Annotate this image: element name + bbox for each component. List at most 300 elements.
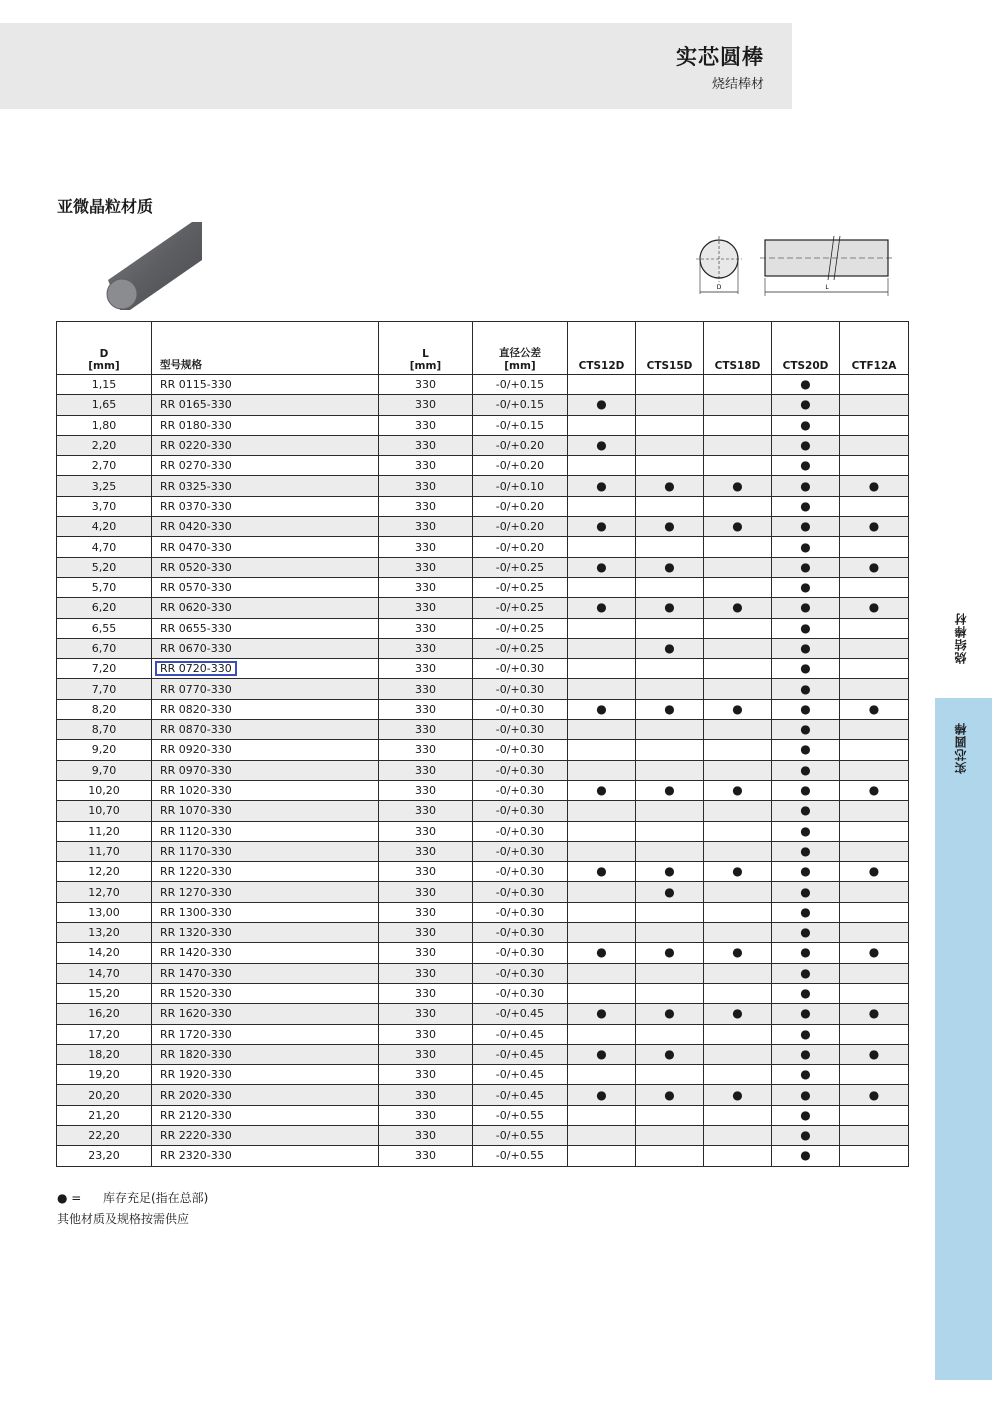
cell-model bbox=[152, 720, 379, 740]
cell-availability bbox=[772, 476, 840, 496]
stock-dot-icon: ● bbox=[596, 559, 607, 574]
table-row bbox=[57, 557, 909, 577]
cell-availability bbox=[704, 699, 772, 719]
cell-availability bbox=[636, 435, 704, 455]
cell-diameter: 2,20 bbox=[57, 435, 152, 455]
cell-availability bbox=[568, 1004, 636, 1024]
cell-model bbox=[152, 963, 379, 983]
cell-availability bbox=[840, 375, 909, 395]
cell-length: 330 bbox=[379, 415, 473, 435]
cell-model bbox=[152, 476, 379, 496]
table-row bbox=[57, 760, 909, 780]
cell-availability bbox=[704, 415, 772, 435]
stock-dot-icon: ● bbox=[664, 945, 675, 960]
model-code: RR 0620-330 bbox=[160, 601, 232, 615]
stock-dot-icon: ● bbox=[868, 559, 880, 574]
cell-length: 330 bbox=[379, 1146, 473, 1166]
cell-availability bbox=[704, 679, 772, 699]
stock-dot-icon: ● bbox=[800, 722, 811, 737]
cell-availability bbox=[772, 598, 840, 618]
stock-dot-icon: ● bbox=[800, 377, 811, 392]
stock-dot-icon: ● bbox=[664, 701, 675, 716]
table-row bbox=[57, 740, 909, 760]
table-row bbox=[57, 780, 909, 800]
cell-model bbox=[152, 943, 379, 963]
table-header-row bbox=[57, 322, 909, 375]
cell-availability bbox=[636, 1004, 704, 1024]
cell-availability bbox=[704, 557, 772, 577]
cell-model bbox=[152, 435, 379, 455]
cell-availability bbox=[772, 923, 840, 943]
stock-dot-icon: ● bbox=[664, 864, 675, 879]
stock-dot-icon: ● bbox=[596, 478, 607, 493]
cell-diameter: 22,20 bbox=[57, 1125, 152, 1145]
cell-availability bbox=[840, 476, 909, 496]
cell-availability bbox=[840, 456, 909, 476]
cell-diameter: 8,70 bbox=[57, 720, 152, 740]
stock-dot-icon: ● bbox=[800, 1067, 811, 1082]
cell-diameter: 6,55 bbox=[57, 618, 152, 638]
cell-availability bbox=[636, 963, 704, 983]
cell-availability bbox=[840, 841, 909, 861]
stock-dot-icon: ● bbox=[664, 783, 675, 798]
cell-diameter: 6,20 bbox=[57, 598, 152, 618]
stock-dot-icon: ● bbox=[596, 519, 607, 534]
cell-length: 330 bbox=[379, 821, 473, 841]
cell-availability bbox=[704, 821, 772, 841]
cell-diameter: 7,20 bbox=[57, 659, 152, 679]
cell-availability bbox=[704, 395, 772, 415]
stock-dot-icon: ● bbox=[596, 701, 607, 716]
cell-availability bbox=[704, 375, 772, 395]
cell-length: 330 bbox=[379, 882, 473, 902]
cell-tolerance: -0/+0.15 bbox=[473, 375, 568, 395]
cell-availability bbox=[636, 862, 704, 882]
cell-availability bbox=[636, 780, 704, 800]
cell-availability bbox=[568, 882, 636, 902]
cell-availability bbox=[704, 476, 772, 496]
stock-dot-icon: ● bbox=[800, 519, 811, 534]
stock-dot-icon: ● bbox=[868, 783, 880, 798]
cell-length: 330 bbox=[379, 517, 473, 537]
cell-length: 330 bbox=[379, 659, 473, 679]
stock-dot-icon: ● bbox=[732, 701, 743, 716]
cell-availability bbox=[636, 699, 704, 719]
cell-availability bbox=[568, 1065, 636, 1085]
cell-availability bbox=[840, 923, 909, 943]
stock-dot-icon: ● bbox=[800, 620, 811, 635]
cell-availability bbox=[772, 740, 840, 760]
cell-availability bbox=[840, 699, 909, 719]
cell-availability bbox=[772, 760, 840, 780]
cell-tolerance: -0/+0.30 bbox=[473, 740, 568, 760]
cell-diameter: 9,20 bbox=[57, 740, 152, 760]
cell-length: 330 bbox=[379, 801, 473, 821]
cell-availability bbox=[772, 435, 840, 455]
cell-availability bbox=[772, 1146, 840, 1166]
cell-availability bbox=[568, 1105, 636, 1125]
stock-dot-icon: ● bbox=[596, 397, 607, 412]
cell-availability bbox=[568, 375, 636, 395]
cell-diameter: 15,20 bbox=[57, 983, 152, 1003]
stock-dot-icon: ● bbox=[868, 1087, 880, 1102]
cell-availability bbox=[840, 557, 909, 577]
cell-availability bbox=[568, 1125, 636, 1145]
table-row bbox=[57, 699, 909, 719]
cell-diameter: 20,20 bbox=[57, 1085, 152, 1105]
cell-diameter: 19,20 bbox=[57, 1065, 152, 1085]
cell-availability bbox=[840, 679, 909, 699]
table-row bbox=[57, 659, 909, 679]
cell-model bbox=[152, 801, 379, 821]
model-code: RR 0270-330 bbox=[160, 459, 232, 473]
cell-length: 330 bbox=[379, 963, 473, 983]
cell-availability bbox=[636, 943, 704, 963]
cell-availability bbox=[704, 1085, 772, 1105]
cell-availability bbox=[636, 496, 704, 516]
side-tab-sintered-rods[interactable]: 烧结棒材 bbox=[954, 612, 968, 664]
cell-model bbox=[152, 1105, 379, 1125]
cell-availability bbox=[772, 496, 840, 516]
cell-availability bbox=[840, 598, 909, 618]
cell-diameter: 2,70 bbox=[57, 456, 152, 476]
cell-availability bbox=[772, 456, 840, 476]
cell-availability bbox=[636, 375, 704, 395]
cell-availability bbox=[568, 780, 636, 800]
cell-availability bbox=[772, 882, 840, 902]
cell-availability bbox=[636, 679, 704, 699]
cell-availability bbox=[636, 720, 704, 740]
cell-availability bbox=[704, 943, 772, 963]
legend-note: 其他材质及规格按需供应 bbox=[57, 1212, 190, 1226]
model-code: RR 1300-330 bbox=[160, 905, 232, 919]
cell-availability bbox=[704, 902, 772, 922]
cell-model bbox=[152, 760, 379, 780]
side-tab-solid-rods[interactable]: 实芯圆棒 bbox=[954, 722, 968, 774]
cell-model bbox=[152, 415, 379, 435]
cell-model bbox=[152, 618, 379, 638]
cell-availability bbox=[704, 638, 772, 658]
model-code: RR 0820-330 bbox=[160, 702, 232, 716]
model-code: RR 2120-330 bbox=[160, 1108, 232, 1122]
cell-length: 330 bbox=[379, 841, 473, 861]
cell-tolerance: -0/+0.30 bbox=[473, 679, 568, 699]
stock-dot-icon: ● bbox=[800, 783, 811, 798]
stock-dot-icon: ● bbox=[732, 1087, 743, 1102]
model-code: RR 1520-330 bbox=[160, 987, 232, 1001]
cell-diameter: 23,20 bbox=[57, 1146, 152, 1166]
table-row bbox=[57, 841, 909, 861]
cell-length: 330 bbox=[379, 1004, 473, 1024]
cell-length: 330 bbox=[379, 1065, 473, 1085]
model-code: RR 1470-330 bbox=[160, 966, 232, 980]
cell-availability bbox=[840, 577, 909, 597]
cell-length: 330 bbox=[379, 983, 473, 1003]
cell-availability bbox=[636, 923, 704, 943]
cell-tolerance: -0/+0.25 bbox=[473, 577, 568, 597]
cell-availability bbox=[704, 1146, 772, 1166]
model-code: RR 0970-330 bbox=[160, 763, 232, 777]
cell-availability bbox=[704, 1024, 772, 1044]
cell-availability bbox=[636, 821, 704, 841]
stock-dot-icon: ● bbox=[732, 864, 743, 879]
cell-availability bbox=[568, 760, 636, 780]
stock-dot-icon: ● bbox=[800, 925, 811, 940]
stock-dot-icon: ● bbox=[800, 762, 811, 777]
stock-dot-icon: ● bbox=[868, 701, 880, 716]
cell-tolerance: -0/+0.25 bbox=[473, 598, 568, 618]
cell-availability bbox=[636, 557, 704, 577]
cell-availability bbox=[568, 618, 636, 638]
table-row bbox=[57, 983, 909, 1003]
cell-tolerance: -0/+0.30 bbox=[473, 862, 568, 882]
model-code: RR 1320-330 bbox=[160, 926, 232, 940]
cell-length: 330 bbox=[379, 638, 473, 658]
l-dimension-label: L bbox=[825, 284, 829, 291]
cell-tolerance: -0/+0.55 bbox=[473, 1125, 568, 1145]
cell-availability bbox=[772, 780, 840, 800]
cell-availability bbox=[568, 862, 636, 882]
stock-dot-icon: ● bbox=[596, 783, 607, 798]
table-row bbox=[57, 1146, 909, 1166]
cell-availability bbox=[840, 1004, 909, 1024]
cell-length: 330 bbox=[379, 679, 473, 699]
header-grade: CTS18D bbox=[704, 322, 772, 375]
cell-diameter: 3,25 bbox=[57, 476, 152, 496]
cell-availability bbox=[772, 1125, 840, 1145]
model-code: RR 2320-330 bbox=[160, 1149, 232, 1163]
stock-dot-icon: ● bbox=[800, 600, 811, 615]
stock-dot-icon: ● bbox=[800, 1026, 811, 1041]
stock-dot-icon: ● bbox=[664, 559, 675, 574]
legend-symbol: ● = bbox=[57, 1191, 82, 1205]
cell-availability bbox=[636, 1044, 704, 1064]
cell-length: 330 bbox=[379, 902, 473, 922]
cell-length: 330 bbox=[379, 577, 473, 597]
model-code: RR 0115-330 bbox=[160, 378, 232, 392]
cell-model bbox=[152, 659, 379, 679]
cell-availability bbox=[568, 821, 636, 841]
cell-diameter: 3,70 bbox=[57, 496, 152, 516]
cell-tolerance: -0/+0.10 bbox=[473, 476, 568, 496]
cell-model bbox=[152, 923, 379, 943]
cell-tolerance: -0/+0.45 bbox=[473, 1044, 568, 1064]
model-code: RR 0180-330 bbox=[160, 418, 232, 432]
cell-availability bbox=[636, 801, 704, 821]
table-row bbox=[57, 862, 909, 882]
cell-model bbox=[152, 496, 379, 516]
cell-availability bbox=[704, 598, 772, 618]
stock-dot-icon: ● bbox=[732, 783, 743, 798]
cell-tolerance: -0/+0.45 bbox=[473, 1024, 568, 1044]
cell-tolerance: -0/+0.25 bbox=[473, 618, 568, 638]
model-code: RR 1420-330 bbox=[160, 946, 232, 960]
stock-dot-icon: ● bbox=[596, 864, 607, 879]
model-code: RR 1820-330 bbox=[160, 1047, 232, 1061]
cell-availability bbox=[840, 415, 909, 435]
stock-dot-icon: ● bbox=[596, 600, 607, 615]
cell-tolerance: -0/+0.20 bbox=[473, 517, 568, 537]
cell-availability bbox=[704, 1105, 772, 1125]
cell-availability bbox=[704, 659, 772, 679]
cell-availability bbox=[636, 537, 704, 557]
model-code: RR 1120-330 bbox=[160, 824, 232, 838]
cell-tolerance: -0/+0.15 bbox=[473, 415, 568, 435]
cell-tolerance: -0/+0.30 bbox=[473, 720, 568, 740]
cell-diameter: 6,70 bbox=[57, 638, 152, 658]
cell-model bbox=[152, 1044, 379, 1064]
cell-availability bbox=[568, 537, 636, 557]
model-code: RR 0570-330 bbox=[160, 581, 232, 595]
stock-dot-icon: ● bbox=[800, 438, 811, 453]
table-row bbox=[57, 882, 909, 902]
cell-availability bbox=[568, 1146, 636, 1166]
model-code: RR 0870-330 bbox=[160, 723, 232, 737]
stock-dot-icon: ● bbox=[800, 823, 811, 838]
cell-availability bbox=[840, 1044, 909, 1064]
cell-availability bbox=[704, 720, 772, 740]
stock-dot-icon: ● bbox=[732, 519, 743, 534]
cell-diameter: 14,70 bbox=[57, 963, 152, 983]
model-code: RR 1070-330 bbox=[160, 804, 232, 818]
table-row bbox=[57, 415, 909, 435]
cell-availability bbox=[636, 1065, 704, 1085]
cell-model bbox=[152, 557, 379, 577]
cell-availability bbox=[636, 476, 704, 496]
stock-dot-icon: ● bbox=[800, 1087, 811, 1102]
header-d: D [mm] bbox=[57, 322, 152, 375]
d-dimension-label: D bbox=[716, 284, 722, 291]
cell-availability bbox=[704, 1065, 772, 1085]
cell-availability bbox=[840, 1065, 909, 1085]
cell-availability bbox=[704, 983, 772, 1003]
table-row bbox=[57, 923, 909, 943]
cell-length: 330 bbox=[379, 1105, 473, 1125]
stock-dot-icon: ● bbox=[800, 1046, 811, 1061]
cell-length: 330 bbox=[379, 1125, 473, 1145]
cell-availability bbox=[772, 821, 840, 841]
cell-availability bbox=[636, 638, 704, 658]
stock-dot-icon: ● bbox=[800, 965, 811, 980]
cell-diameter: 5,70 bbox=[57, 577, 152, 597]
cell-tolerance: -0/+0.30 bbox=[473, 963, 568, 983]
cell-availability bbox=[704, 882, 772, 902]
cell-length: 330 bbox=[379, 435, 473, 455]
stock-dot-icon: ● bbox=[664, 641, 675, 655]
model-code: RR 0655-330 bbox=[160, 621, 232, 635]
table-row bbox=[57, 902, 909, 922]
cell-diameter: 17,20 bbox=[57, 1024, 152, 1044]
cell-model bbox=[152, 902, 379, 922]
cell-tolerance: -0/+0.25 bbox=[473, 557, 568, 577]
cell-availability bbox=[772, 375, 840, 395]
cell-length: 330 bbox=[379, 375, 473, 395]
cell-tolerance: -0/+0.20 bbox=[473, 496, 568, 516]
stock-dot-icon: ● bbox=[800, 1107, 811, 1122]
cell-availability bbox=[568, 679, 636, 699]
cell-availability bbox=[636, 760, 704, 780]
cell-availability bbox=[568, 476, 636, 496]
cell-diameter: 1,80 bbox=[57, 415, 152, 435]
cell-length: 330 bbox=[379, 720, 473, 740]
stock-dot-icon: ● bbox=[800, 661, 811, 676]
table-row bbox=[57, 1004, 909, 1024]
cell-availability bbox=[704, 456, 772, 476]
model-code: RR 1170-330 bbox=[160, 844, 232, 858]
model-code: RR 0165-330 bbox=[160, 398, 232, 412]
cell-model bbox=[152, 841, 379, 861]
cell-availability bbox=[568, 435, 636, 455]
cell-availability bbox=[772, 841, 840, 861]
table-body bbox=[57, 375, 909, 1167]
cell-availability bbox=[840, 517, 909, 537]
cell-availability bbox=[568, 577, 636, 597]
dimension-diagram bbox=[694, 232, 894, 298]
cell-tolerance: -0/+0.45 bbox=[473, 1065, 568, 1085]
cell-availability bbox=[772, 577, 840, 597]
cell-availability bbox=[772, 537, 840, 557]
cell-availability bbox=[704, 1044, 772, 1064]
stock-dot-icon: ● bbox=[800, 843, 811, 858]
cell-model bbox=[152, 882, 379, 902]
cell-model bbox=[152, 375, 379, 395]
cell-model bbox=[152, 862, 379, 882]
model-code: RR 1620-330 bbox=[160, 1007, 232, 1021]
header-grade: CTS20D bbox=[772, 322, 840, 375]
table-row bbox=[57, 496, 909, 516]
cell-availability bbox=[568, 638, 636, 658]
table-row bbox=[57, 1125, 909, 1145]
cell-availability bbox=[568, 1024, 636, 1044]
cell-tolerance: -0/+0.30 bbox=[473, 923, 568, 943]
cell-diameter: 1,65 bbox=[57, 395, 152, 415]
table-row bbox=[57, 1065, 909, 1085]
cell-availability bbox=[568, 963, 636, 983]
table-row bbox=[57, 456, 909, 476]
header-tolerance: 直径公差 [mm] bbox=[473, 322, 568, 375]
cell-availability bbox=[636, 1146, 704, 1166]
stock-dot-icon: ● bbox=[800, 945, 811, 960]
cell-availability bbox=[704, 963, 772, 983]
cell-availability bbox=[840, 983, 909, 1003]
cell-length: 330 bbox=[379, 740, 473, 760]
cell-tolerance: -0/+0.25 bbox=[473, 638, 568, 658]
cell-availability bbox=[840, 435, 909, 455]
cell-availability bbox=[772, 862, 840, 882]
cell-availability bbox=[636, 740, 704, 760]
cell-tolerance: -0/+0.20 bbox=[473, 537, 568, 557]
table-row bbox=[57, 598, 909, 618]
cell-availability bbox=[704, 577, 772, 597]
model-code: RR 0470-330 bbox=[160, 540, 232, 554]
cell-model bbox=[152, 780, 379, 800]
stock-dot-icon: ● bbox=[800, 803, 811, 818]
cell-availability bbox=[568, 517, 636, 537]
cell-availability bbox=[772, 720, 840, 740]
cell-length: 330 bbox=[379, 943, 473, 963]
cell-availability bbox=[840, 659, 909, 679]
cell-availability bbox=[568, 943, 636, 963]
header-grade: CTF12A bbox=[840, 322, 909, 375]
table-row bbox=[57, 1044, 909, 1064]
cell-availability bbox=[568, 395, 636, 415]
cell-availability bbox=[636, 517, 704, 537]
cell-diameter: 12,20 bbox=[57, 862, 152, 882]
table-row bbox=[57, 517, 909, 537]
cell-length: 330 bbox=[379, 862, 473, 882]
cell-availability bbox=[840, 1085, 909, 1105]
header-grade: CTS15D bbox=[636, 322, 704, 375]
